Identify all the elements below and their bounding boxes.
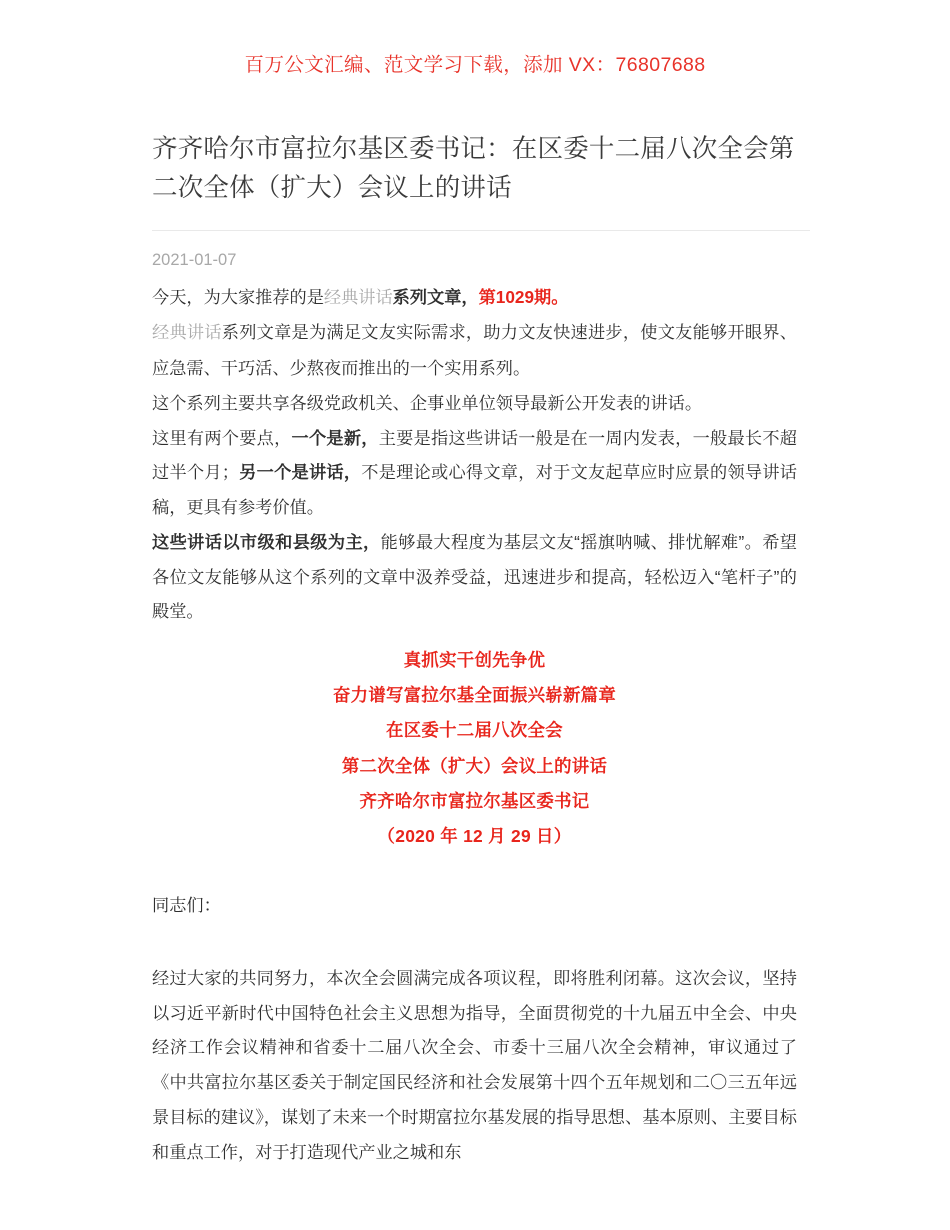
- intro-line-2: [152, 315, 797, 386]
- intro-line-1: [152, 280, 797, 316]
- page-title: 齐齐哈尔市富拉尔基区委书记：在区委十二届八次全会第二次全体（扩大）会议上的讲话: [152, 135, 795, 202]
- intro-line-5-highlight: 这些讲话以市级和县级为主，: [152, 531, 381, 552]
- salutation: 同志们：: [152, 895, 221, 916]
- speech-body: [152, 854, 797, 1169]
- intro-line-4: [152, 421, 797, 525]
- intro-point-two: 另一个是讲话，: [238, 462, 362, 483]
- body-paragraph-1: 经过大家的共同努力，本次全会圆满完成各项议程，即将胜利闭幕。这次会议，坚持以习近平新时代中国特色社会主义思想为指导，全面贯彻党的十九届五中全会、中央经济工作会议精神和省委十二届八次全会、市委十三届八次全会精神，审议通过了《中共富拉尔基区委关于制定国民经济和社会发展第十四个五年规划和二〇三五年远景目标的建议》，谋划了未来一个时期富拉尔基发展的指导思想、基本原则、主要目标和重点工作，对于打造现代产业之城和东: [152, 967, 797, 1162]
- intro-line-1-part-a: 今天，为大家推荐的是: [152, 286, 324, 307]
- intro-line-1-part-c: 系列文章，: [392, 286, 479, 307]
- intro-line-1-series-name: 经典讲话: [323, 287, 393, 307]
- intro-issue-number: 第1029期。: [478, 286, 569, 307]
- intro-line-3: 这个系列主要共享各级党政机关、企事业单位领导最新公开发表的讲话。: [152, 392, 703, 413]
- document-content: [152, 130, 797, 1169]
- intro-line-4-part-c: 主要是指这些讲话一般是在一周内发表，一般最长不超过半个月；: [152, 427, 797, 483]
- speech-heading-line-5: 齐齐哈尔市富拉尔基区委书记: [359, 790, 590, 811]
- series-intro: [152, 280, 797, 630]
- speech-heading-date: （2020 年 12 月 29 日）: [377, 825, 572, 846]
- intro-line-5: [152, 525, 797, 629]
- speech-heading-line-4: 第二次全体（扩大）会议上的讲话: [341, 755, 608, 776]
- intro-line-4-part-e: 不是理论或心得文章，对于文友起草应时应景的领导讲话稿，更具有参考价值。: [152, 462, 797, 518]
- speech-heading-block: [152, 629, 797, 854]
- promo-banner: 百万公文汇编、范文学习下载，添加 VX：76807688: [244, 54, 706, 76]
- intro-line-5-text: 能够最大程度为基层文友“摇旗呐喊、排忧解难”。希望各位文友能够从这个系列的文章中汲养受益，迅速进步和提高，轻松迈入“笔杆子”的殿堂。: [152, 531, 797, 622]
- intro-line-2-text: 系列文章是为满足文友实际需求，助力文友快速进步，使文友能够开眼界、应急需、干巧活、少熬夜而推出的一个实用系列。: [152, 322, 797, 379]
- speech-heading-line-1: 真抓实干创先争优: [403, 650, 546, 671]
- speech-heading-line-3: 在区委十二届八次全会: [386, 720, 563, 741]
- intro-line-4-part-a: 这里有两个要点，: [152, 427, 292, 448]
- publish-date: 2021-01-07: [152, 250, 237, 269]
- speech-heading-line-2: 奋力谱写富拉尔基全面振兴崭新篇章: [332, 685, 617, 706]
- intro-line-2-series-name: 经典讲话: [152, 323, 222, 343]
- intro-point-one: 一个是新，: [291, 427, 379, 448]
